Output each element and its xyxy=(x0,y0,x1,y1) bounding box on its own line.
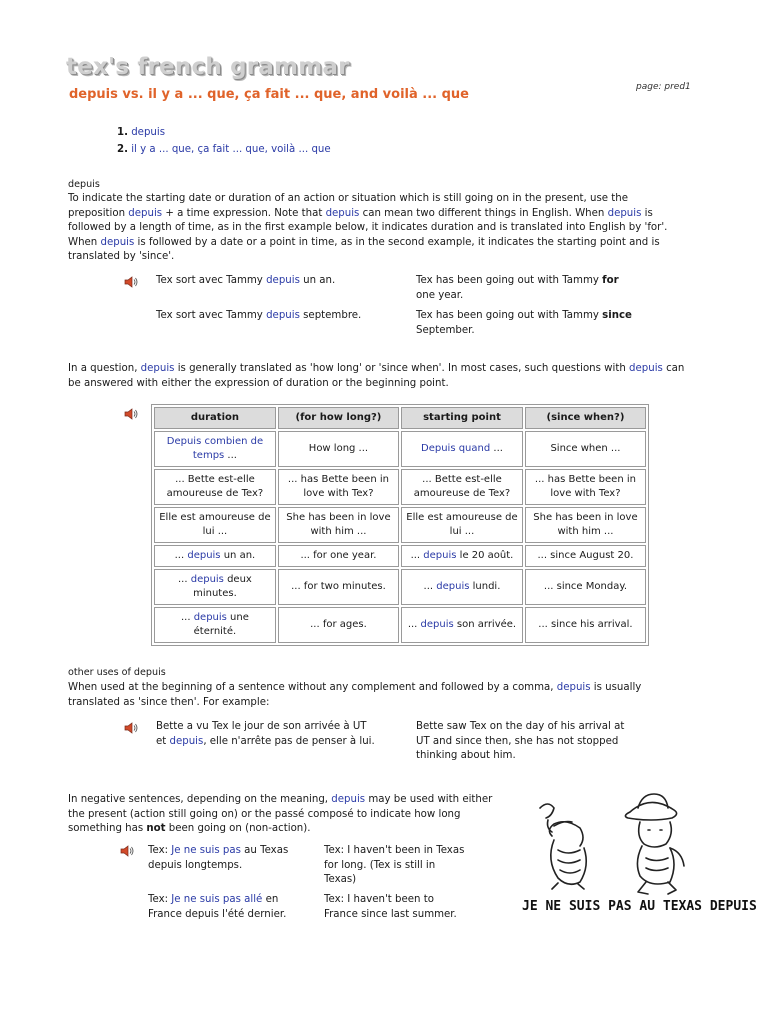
text-line: Bette a vu Tex le jour de son arrivée à UT xyxy=(156,721,367,732)
example-fr-2 xyxy=(156,309,386,324)
cartoon-drawing xyxy=(518,788,757,923)
text-line: depuis longtemps. xyxy=(148,859,243,871)
keyword: Je ne suis pas xyxy=(171,845,241,856)
table-cell: Depuis quand ... xyxy=(401,431,523,467)
text-line: Tex has been going out with Tammy since xyxy=(416,310,632,321)
text-line: preposition depuis + a time expression. Note that depuis can mean two different things in English. When depuis is xyxy=(68,207,653,219)
text-line: translated as 'since then'. For example: xyxy=(68,696,270,708)
table-header-row xyxy=(154,407,646,429)
toc-item-2: 2. il y a ... que, ça fait ... que, voilà ... que xyxy=(117,144,331,155)
table-cell: ... for one year. xyxy=(278,545,399,567)
keyword: depuis xyxy=(128,207,163,219)
table-header: (since when?) xyxy=(525,407,646,429)
speaker-icon[interactable] xyxy=(120,845,134,857)
table-cell: She has been in love with him ... xyxy=(525,507,646,543)
table-cell: Since when ... xyxy=(525,431,646,467)
example-en-3 xyxy=(416,720,656,764)
text-line: for long. (Tex is still in xyxy=(324,859,436,871)
keyword: depuis xyxy=(100,236,135,248)
keyword: depuis xyxy=(629,363,663,374)
toc-link-depuis[interactable]: depuis xyxy=(131,127,166,138)
site-logo: tex's french grammar xyxy=(66,54,350,80)
keyword: depuis xyxy=(187,550,221,561)
table-row xyxy=(154,431,646,467)
keyword: depuis xyxy=(436,581,470,592)
example-en-4 xyxy=(324,844,504,888)
table-cell: ... depuis son arrivée. xyxy=(401,607,523,643)
table-cell: ... Bette est-elle amoureuse de Tex? xyxy=(154,469,276,505)
table-cell: Elle est amoureuse de lui ... xyxy=(401,507,523,543)
section1-paragraph xyxy=(68,192,708,265)
keyword: depuis xyxy=(325,207,360,219)
depuis-table xyxy=(151,404,649,646)
table-cell: ... depuis un an. xyxy=(154,545,276,567)
page-subtitle: depuis vs. il y a ... que, ça fait ... que, and voilà ... que xyxy=(69,87,470,102)
section3-paragraph xyxy=(68,681,708,710)
keyword: depuis xyxy=(607,207,642,219)
text-line: something has not been going on (non-action). xyxy=(68,823,311,834)
keyword: Depuis combien de temps xyxy=(166,436,264,461)
keyword: depuis xyxy=(169,735,204,747)
text-line: In a question, depuis is generally translated as 'how long' or 'since when'. In most cases, such questions with depuis can xyxy=(68,363,685,374)
table-cell: ... since his arrival. xyxy=(525,607,646,643)
text-line: followed by a length of time, as in the first example below, it indicates duration and is translated into English by 'for'. xyxy=(68,222,668,233)
text-line: To indicate the starting date or duration of an action or situation which is still going on in the present, use the xyxy=(68,193,628,204)
keyword: depuis xyxy=(140,363,175,374)
toc-item-1: 1. depuis xyxy=(117,127,166,138)
table-cell: She has been in love with him ... xyxy=(278,507,399,543)
table-header: starting point xyxy=(401,407,523,429)
text-line: France since last summer. xyxy=(324,908,457,920)
emphasis: since xyxy=(602,310,632,321)
table-cell: ... depuis une éternité. xyxy=(154,607,276,643)
table-cell: ... Bette est-elle amoureuse de Tex? xyxy=(401,469,523,505)
speaker-icon[interactable] xyxy=(124,722,138,734)
toc-link-il-y-a[interactable]: il y a ... que, ça fait ... que, voilà ... que xyxy=(131,144,331,155)
text-line: UT and since then, she has not stopped xyxy=(416,735,619,747)
text-line: Tex: I haven't been to xyxy=(324,894,434,905)
text-line: Tex sort avec Tammy depuis un an. xyxy=(156,275,336,286)
table-cell: How long ... xyxy=(278,431,399,467)
example-en-5 xyxy=(324,893,504,922)
text-line: be answered with either the expression of duration or the beginning point. xyxy=(68,377,449,389)
keyword: depuis xyxy=(266,310,300,321)
table-cell: ... depuis lundi. xyxy=(401,569,523,605)
section4-paragraph xyxy=(68,793,508,837)
text-line: Bette saw Tex on the day of his arrival at xyxy=(416,721,625,732)
section-heading-depuis: depuis xyxy=(68,179,100,190)
cartoon-caption: JE NE SUIS PAS AU TEXAS DEPUIS xyxy=(522,899,757,914)
example-en-2 xyxy=(416,309,656,338)
table-cell: ... has Bette been in love with Tex? xyxy=(278,469,399,505)
text-line: Texas) xyxy=(324,874,357,885)
table-cell: ... since Monday. xyxy=(525,569,646,605)
table-cell: ... depuis le 20 août. xyxy=(401,545,523,567)
table-cell: ... for ages. xyxy=(278,607,399,643)
keyword: Depuis quand xyxy=(421,443,491,454)
keyword: Je ne suis pas allé xyxy=(171,894,263,905)
table-cell: Elle est amoureuse de lui ... xyxy=(154,507,276,543)
table-cell: Depuis combien de temps ... xyxy=(154,431,276,467)
text-line: Tex has been going out with Tammy for xyxy=(416,275,619,286)
example-fr-1 xyxy=(156,274,386,289)
text-line: In negative sentences, depending on the meaning, depuis may be used with either xyxy=(68,794,493,805)
text-line: one year. xyxy=(416,289,464,301)
text-line: et depuis, elle n'arrête pas de penser à lui. xyxy=(156,735,375,747)
text-line: When depuis is followed by a date or a point in time, as in the second example, it indicates the starting point and is xyxy=(68,236,660,248)
speaker-icon[interactable] xyxy=(124,408,138,420)
example-fr-4 xyxy=(148,844,318,873)
text-line: Tex: Je ne suis pas allé en xyxy=(148,894,279,905)
emphasis: for xyxy=(602,275,619,286)
text-line: Tex: Je ne suis pas au Texas xyxy=(148,845,289,856)
text-line: Tex: I haven't been in Texas xyxy=(324,845,465,856)
table-header: (for how long?) xyxy=(278,407,399,429)
keyword: depuis xyxy=(556,682,591,693)
table-row xyxy=(154,545,646,567)
table-row xyxy=(154,569,646,605)
table-row xyxy=(154,469,646,505)
keyword: depuis xyxy=(423,550,457,561)
keyword: depuis xyxy=(420,619,454,630)
table-row xyxy=(154,607,646,643)
example-fr-3 xyxy=(156,720,406,749)
keyword: depuis xyxy=(190,574,224,585)
example-en-1 xyxy=(416,274,656,303)
text-line: September. xyxy=(416,324,475,336)
table-header: duration xyxy=(154,407,276,429)
table-cell: ... since August 20. xyxy=(525,545,646,567)
keyword: depuis xyxy=(266,275,300,286)
table-cell: ... for two minutes. xyxy=(278,569,399,605)
page-label: page: pred1 xyxy=(636,82,691,92)
text-line: the present (action still going on) or the passé composé to indicate how long xyxy=(68,808,461,820)
keyword: depuis xyxy=(193,612,227,623)
table-row xyxy=(154,507,646,543)
table-cell: ... depuis deux minutes. xyxy=(154,569,276,605)
text-line: Tex sort avec Tammy depuis septembre. xyxy=(156,310,362,321)
section2-paragraph xyxy=(68,362,708,391)
example-fr-5 xyxy=(148,893,318,922)
cartoon-illustration xyxy=(518,788,757,923)
text-line: When used at the beginning of a sentence without any complement and followed by a comma, depuis is usually xyxy=(68,682,642,693)
table-cell: ... has Bette been in love with Tex? xyxy=(525,469,646,505)
section-heading-other-uses: other uses of depuis xyxy=(68,667,166,678)
text-line: thinking about him. xyxy=(416,750,516,761)
speaker-icon[interactable] xyxy=(124,276,138,288)
text-line: translated by 'since'. xyxy=(68,251,175,262)
keyword: depuis xyxy=(331,794,366,805)
emphasis: not xyxy=(146,823,166,834)
text-line: France depuis l'été dernier. xyxy=(148,908,287,920)
